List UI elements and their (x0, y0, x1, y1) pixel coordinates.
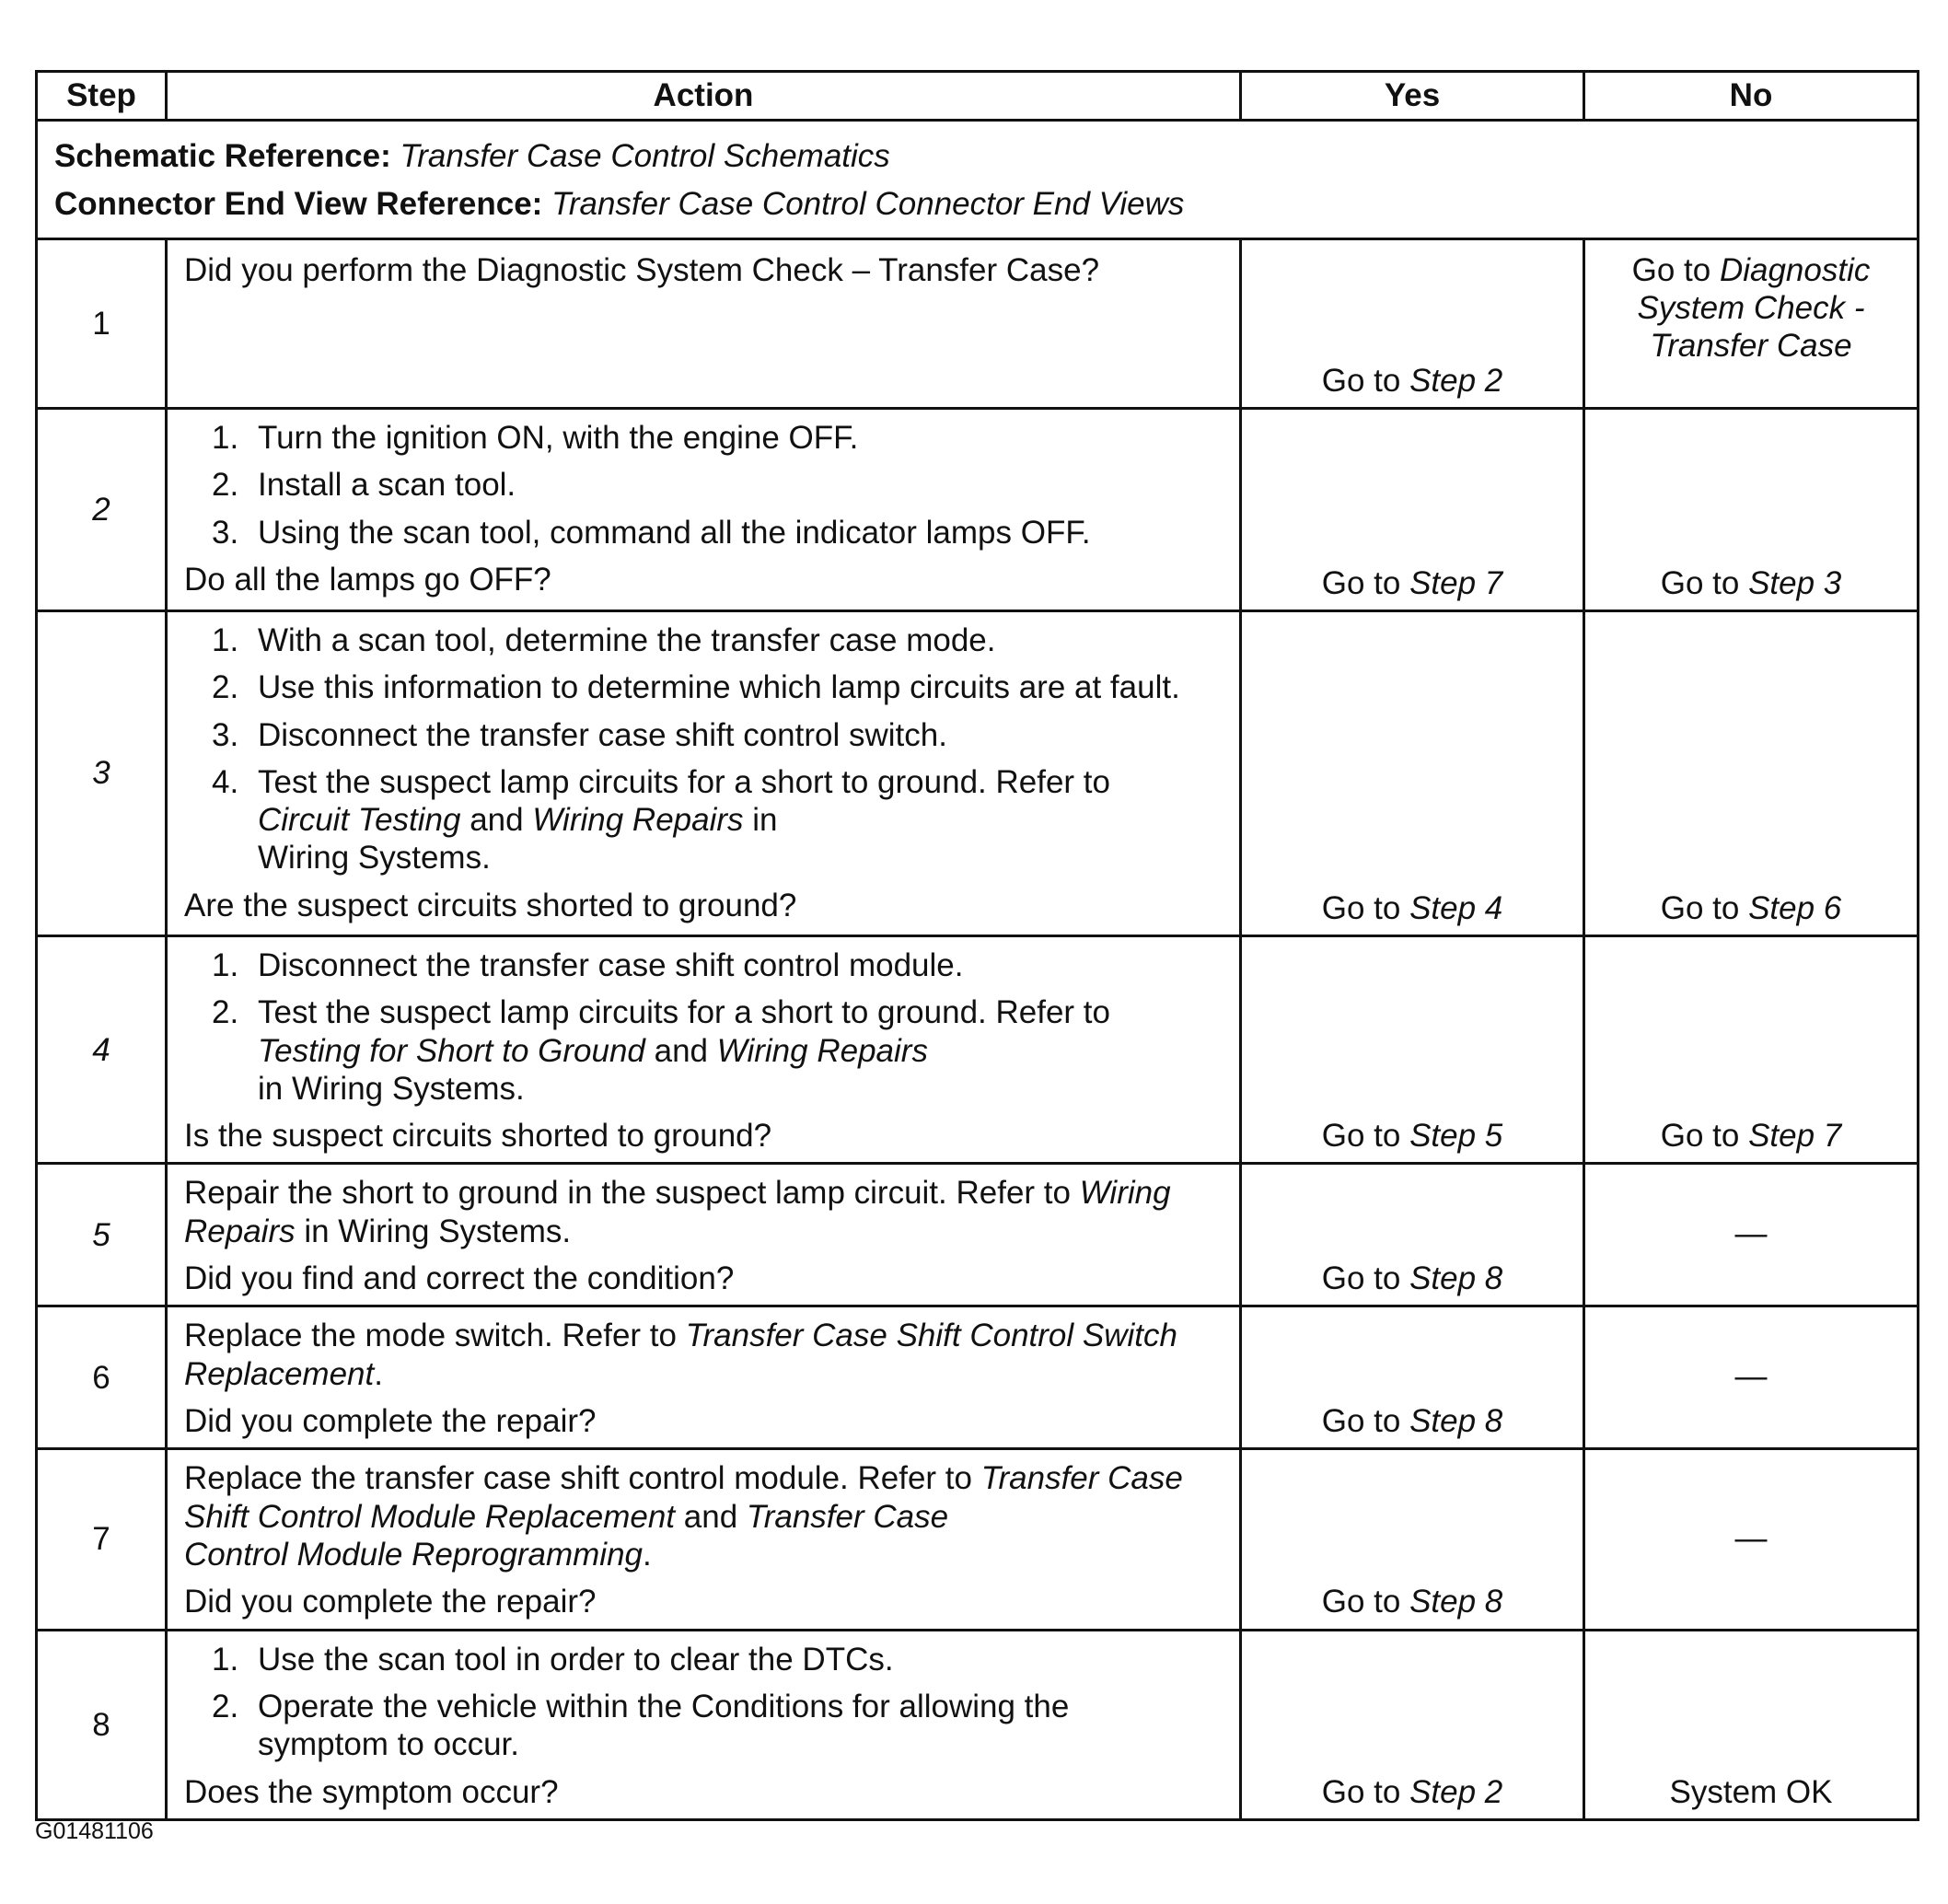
no-answer[interactable]: Go to Step 7 (1660, 1118, 1842, 1155)
wiring-repairs-link[interactable]: Wiring Repairs (184, 1175, 1171, 1249)
no-cell (1584, 1449, 1919, 1630)
action-text: Replace the mode switch. Refer to Transfer Case Shift Control Switch Replacement. (184, 1318, 1177, 1392)
action-step: 1. Use the scan tool in order to clear the DTCs. (212, 1641, 894, 1678)
circuit-testing-link[interactable]: Circuit Testing (258, 802, 461, 839)
action-cell (167, 1630, 1241, 1819)
action-steps (184, 1641, 1228, 1764)
action-step: 2. Install a scan tool. (212, 467, 516, 504)
yes-cell (1241, 1164, 1584, 1306)
wiring-repairs-link[interactable]: Wiring Repairs (532, 802, 744, 839)
no-cell (1584, 239, 1919, 409)
yes-answer[interactable]: Go to Step 2 (1321, 362, 1503, 399)
yes-cell (1241, 1306, 1584, 1449)
action-cell (167, 1306, 1241, 1449)
action-question: Did you find and correct the condition? (184, 1260, 735, 1297)
table-row (37, 1164, 1919, 1306)
action-cell (167, 611, 1241, 936)
action-cell (167, 239, 1241, 409)
action-step: 1. Turn the ignition ON, with the engine OFF. (212, 420, 859, 456)
header-yes: Yes (1241, 72, 1584, 121)
action-cell (167, 1164, 1241, 1306)
no-cell (1584, 611, 1919, 936)
action-cell (167, 1449, 1241, 1630)
action-step: 1. With a scan tool, determine the transfer case mode. (212, 622, 996, 658)
action-text: Replace the transfer case shift control module. Refer to Transfer Case Shift Control Module Replacement and Transfer Case Control Module Reprogramming. (184, 1460, 1183, 1573)
step-number: 4 (37, 936, 167, 1164)
yes-cell (1241, 936, 1584, 1164)
no-answer-dash: — (1734, 1216, 1768, 1253)
connector-reference-label: Connector End View Reference: (54, 186, 543, 222)
action-step: 3. Using the scan tool, command all the indicator lamps OFF. (212, 514, 1091, 551)
action-cell (167, 409, 1241, 611)
diagnostic-table (35, 70, 1919, 1821)
schematic-reference-link[interactable]: Transfer Case Control Schematics (400, 138, 890, 174)
action-question: Did you complete the repair? (184, 1584, 597, 1620)
table-row (37, 936, 1919, 1164)
action-step: 4. Test the suspect lamp circuits for a short to ground. Refer to Circuit Testing and Wiring Repairs in Wiring Systems. (212, 763, 1110, 877)
action-step: 3. Disconnect the transfer case shift control switch. (212, 716, 947, 753)
table-row (37, 1306, 1919, 1449)
action-step: 2. Use this information to determine which lamp circuits are at fault. (212, 669, 1180, 706)
no-answer[interactable]: Go to Diagnostic System Check - Transfer Case (1631, 252, 1871, 364)
no-answer-dash: — (1734, 1520, 1768, 1557)
action-question: Did you complete the repair? (184, 1403, 597, 1440)
yes-answer[interactable]: Go to Step 8 (1321, 1260, 1503, 1297)
header-action: Action (167, 72, 1241, 121)
switch-replacement-link[interactable]: Transfer Case Shift Control Switch Replacement (184, 1318, 1177, 1392)
table-row (37, 611, 1919, 936)
table-row (37, 1630, 1919, 1819)
table-row (37, 409, 1919, 611)
step-number: 5 (37, 1164, 167, 1306)
yes-answer[interactable]: Go to Step 2 (1321, 1773, 1503, 1810)
action-steps (184, 621, 1228, 877)
yes-cell (1241, 1630, 1584, 1819)
no-answer[interactable]: Go to Step 3 (1660, 564, 1842, 601)
no-cell (1584, 1306, 1919, 1449)
yes-cell (1241, 239, 1584, 409)
wiring-repairs-link[interactable]: Wiring Repairs (716, 1032, 928, 1069)
connector-reference (54, 180, 1900, 228)
header-no: No (1584, 72, 1919, 121)
action-question: Do all the lamps go OFF? (184, 561, 551, 598)
yes-cell (1241, 1449, 1584, 1630)
figure-id: G01481106 (35, 1818, 154, 1844)
action-question: Does the symptom occur? (184, 1773, 559, 1810)
yes-answer[interactable]: Go to Step 8 (1321, 1403, 1503, 1440)
header-step: Step (37, 72, 167, 121)
no-cell (1584, 409, 1919, 611)
yes-cell (1241, 611, 1584, 936)
action-step: 2. Test the suspect lamp circuits for a short to ground. Refer to Testing for Short to Ground and Wiring Repairs in Wiring Systems. (212, 994, 1110, 1107)
no-cell (1584, 936, 1919, 1164)
action-question: Is the suspect circuits shorted to ground? (184, 1118, 772, 1155)
connector-reference-link[interactable]: Transfer Case Control Connector End Views (551, 186, 1185, 222)
yes-answer[interactable]: Go to Step 7 (1321, 564, 1503, 601)
module-reprogramming-link[interactable]: Transfer Case Control Module Reprogramming (184, 1498, 949, 1573)
module-replacement-link[interactable]: Transfer Case Shift Control Module Replacement (184, 1460, 1183, 1535)
action-question: Are the suspect circuits shorted to ground? (184, 887, 797, 923)
yes-cell (1241, 409, 1584, 611)
schematic-reference-label: Schematic Reference: (54, 138, 391, 174)
yes-answer[interactable]: Go to Step 4 (1321, 889, 1503, 926)
step-number: 1 (37, 239, 167, 409)
no-answer[interactable]: Go to Step 6 (1660, 889, 1842, 926)
action-steps (184, 946, 1228, 1108)
action-text: Repair the short to ground in the suspect lamp circuit. Refer to Wiring Repairs in Wiring Systems. (184, 1175, 1171, 1249)
action-step: 1. Disconnect the transfer case shift control module. (212, 947, 964, 983)
step-number: 2 (37, 409, 167, 611)
yes-answer[interactable]: Go to Step 5 (1321, 1118, 1503, 1155)
reference-row (37, 121, 1919, 239)
action-question: Did you perform the Diagnostic System Check – Transfer Case? (184, 252, 1100, 288)
action-step: 2. Operate the vehicle within the Conditions for allowing the symptom to occur. (212, 1688, 1070, 1763)
no-cell (1584, 1164, 1919, 1306)
step-number: 3 (37, 611, 167, 936)
action-steps (184, 419, 1228, 551)
schematic-reference (54, 133, 1900, 180)
table-row (37, 1449, 1919, 1630)
no-cell (1584, 1630, 1919, 1819)
yes-answer[interactable]: Go to Step 8 (1321, 1584, 1503, 1620)
no-answer: System OK (1669, 1773, 1833, 1810)
step-number: 8 (37, 1630, 167, 1819)
no-answer-dash: — (1734, 1359, 1768, 1396)
header-row (37, 72, 1919, 121)
step-number: 6 (37, 1306, 167, 1449)
reference-cell (37, 121, 1919, 239)
action-cell (167, 936, 1241, 1164)
table-row (37, 239, 1919, 409)
step-number: 7 (37, 1449, 167, 1630)
testing-short-to-ground-link[interactable]: Testing for Short to Ground (258, 1032, 645, 1069)
